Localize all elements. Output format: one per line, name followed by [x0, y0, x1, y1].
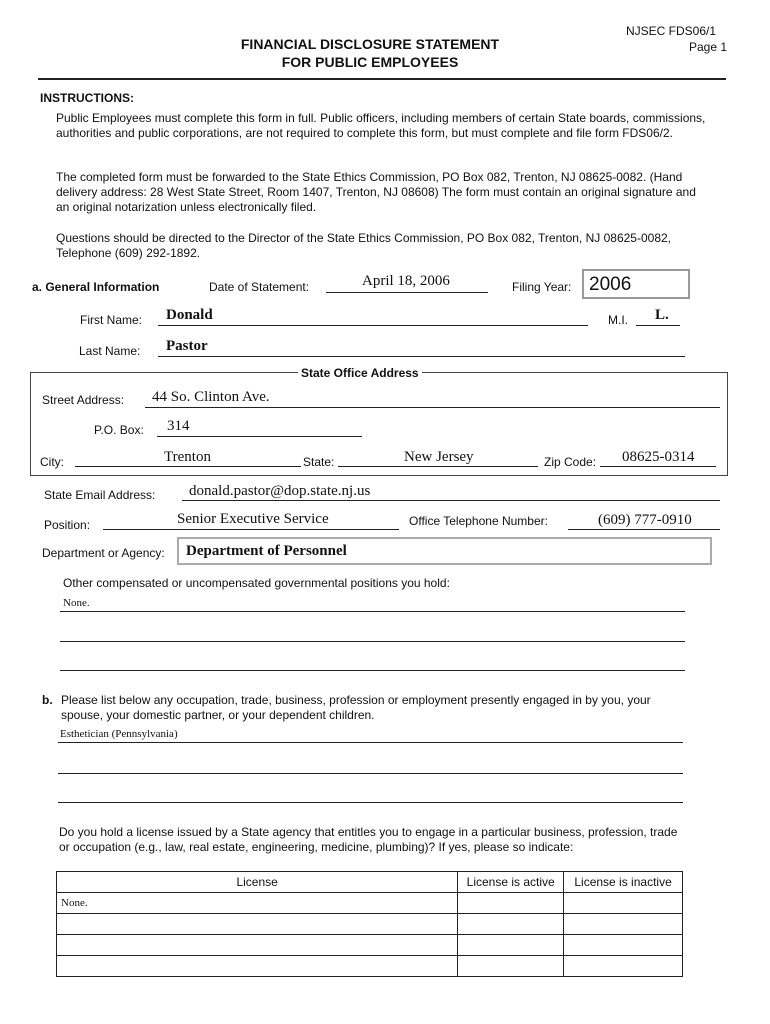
other-positions-prompt: Other compensated or uncompensated governmental positions you hold: [63, 576, 450, 590]
first-name-line [158, 325, 588, 326]
license-name-cell[interactable] [57, 956, 458, 977]
zip-code-label: Zip Code: [544, 455, 597, 469]
instructions-para-2: The completed form must be forwarded to the State Ethics Commission, PO Box 082, Trenton, NJ 08625-0082. (Hand delivery address: 28 West State Street, Room 1407, Trenton, NJ 08608) The form must contain an original signature and an original notarization unless electronically filed. [56, 170, 696, 214]
other-positions-line-2 [60, 641, 685, 642]
department-agency-value: Department of Personnel [186, 543, 347, 559]
street-address-label: Street Address: [42, 393, 125, 407]
office-telephone-label: Office Telephone Number: [409, 514, 548, 528]
form-title-line1: FINANCIAL DISCLOSURE STATEMENT [240, 36, 500, 52]
license-name-cell[interactable] [57, 935, 458, 956]
filing-year-field[interactable] [582, 269, 690, 299]
state-line [338, 466, 538, 467]
last-name-line [158, 356, 685, 357]
state-field[interactable]: New Jersey [404, 449, 474, 465]
table-row [57, 935, 683, 956]
po-box-field[interactable]: 314 [167, 418, 190, 434]
general-info-heading: a. General Information [32, 280, 160, 294]
instructions-para-3: Questions should be directed to the Director of the State Ethics Commission, PO Box 082, Trenton, NJ 08625-0082, Telephone (609) 292-1892. [56, 231, 671, 260]
license-table-header [57, 872, 683, 893]
occupation-line-1 [58, 742, 683, 743]
license-column-header: License [57, 872, 458, 893]
state-label: State: [303, 455, 335, 469]
date-of-statement-line [326, 292, 488, 293]
table-row [57, 956, 683, 977]
license-inactive-cell[interactable] [564, 956, 683, 977]
last-name-field[interactable]: Pastor [166, 338, 208, 354]
filing-year-label: Filing Year: [512, 280, 572, 294]
license-active-cell[interactable] [458, 893, 564, 914]
instructions-heading: INSTRUCTIONS: [40, 91, 134, 105]
section-b-prompt: Please list below any occupation, trade, business, profession or employment presently engaged in by you, your spouse, your domestic partner, or your dependent children. [61, 693, 651, 722]
date-of-statement-field[interactable]: April 18, 2006 [362, 273, 450, 289]
city-line [75, 466, 301, 467]
date-of-statement-label: Date of Statement: [209, 280, 310, 294]
license-name-cell[interactable] [57, 914, 458, 935]
license-active-cell[interactable] [458, 935, 564, 956]
state-email-label: State Email Address: [44, 488, 156, 502]
department-agency-label: Department or Agency: [42, 546, 165, 560]
city-field[interactable]: Trenton [164, 449, 211, 465]
office-telephone-line [568, 529, 720, 530]
mi-line [636, 325, 680, 326]
mi-field[interactable]: L. [655, 307, 669, 323]
license-table [56, 871, 683, 977]
page-number: Page 1 [689, 40, 728, 54]
state-email-line [182, 500, 720, 501]
city-label: City: [40, 455, 64, 469]
department-agency-field[interactable] [177, 537, 712, 565]
position-label: Position: [44, 518, 91, 532]
last-name-label: Last Name: [79, 344, 141, 358]
license-inactive-cell[interactable] [564, 914, 683, 935]
position-line [103, 529, 399, 530]
license-name-cell[interactable]: None. [57, 893, 458, 914]
street-address-field[interactable]: 44 So. Clinton Ave. [152, 389, 270, 405]
table-row [57, 914, 683, 935]
zip-code-field[interactable]: 08625-0314 [622, 449, 695, 465]
header-rule [38, 78, 726, 80]
occupation-field[interactable]: Esthetician (Pennsylvania) [60, 728, 178, 740]
po-box-line [157, 436, 362, 437]
license-inactive-cell[interactable] [564, 893, 683, 914]
other-positions-line-1 [60, 611, 685, 612]
first-name-field[interactable]: Donald [166, 307, 213, 323]
form-id: NJSEC FDS06/1 [626, 24, 717, 38]
mi-label: M.I. [608, 313, 628, 327]
license-inactive-cell[interactable] [564, 935, 683, 956]
occupation-line-2 [58, 773, 683, 774]
state-email-field[interactable]: donald.pastor@dop.state.nj.us [189, 483, 371, 499]
instructions-para-1: Public Employees must complete this form in full. Public officers, including members of certain State boards, commissions, authorities and public corporations, are not required to complete this form, but must complete and file form FDS06/2. [56, 111, 706, 140]
form-title-line2: FOR PUBLIC EMPLOYEES [281, 54, 459, 70]
section-b-letter: b. [42, 693, 53, 707]
zip-code-line [600, 466, 716, 467]
license-inactive-column-header: License is inactive [564, 872, 683, 893]
po-box-label: P.O. Box: [94, 423, 144, 437]
position-field[interactable]: Senior Executive Service [177, 511, 329, 527]
license-active-cell[interactable] [458, 914, 564, 935]
other-positions-line-3 [60, 670, 685, 671]
other-positions-field[interactable]: None. [63, 597, 90, 609]
filing-year-value: 2006 [589, 274, 632, 295]
street-address-line [145, 407, 720, 408]
occupation-line-3 [58, 802, 683, 803]
state-office-address-title: State Office Address [298, 366, 422, 380]
license-active-column-header: License is active [458, 872, 564, 893]
table-row [57, 893, 683, 914]
license-prompt: Do you hold a license issued by a State agency that entitles you to engage in a particular business, profession, trade or occupation (e.g., law, real estate, engineering, medicine, plumbing)? If yes, please so indicate: [59, 825, 678, 854]
license-active-cell[interactable] [458, 956, 564, 977]
first-name-label: First Name: [80, 313, 143, 327]
office-telephone-field[interactable]: (609) 777-0910 [598, 512, 692, 528]
